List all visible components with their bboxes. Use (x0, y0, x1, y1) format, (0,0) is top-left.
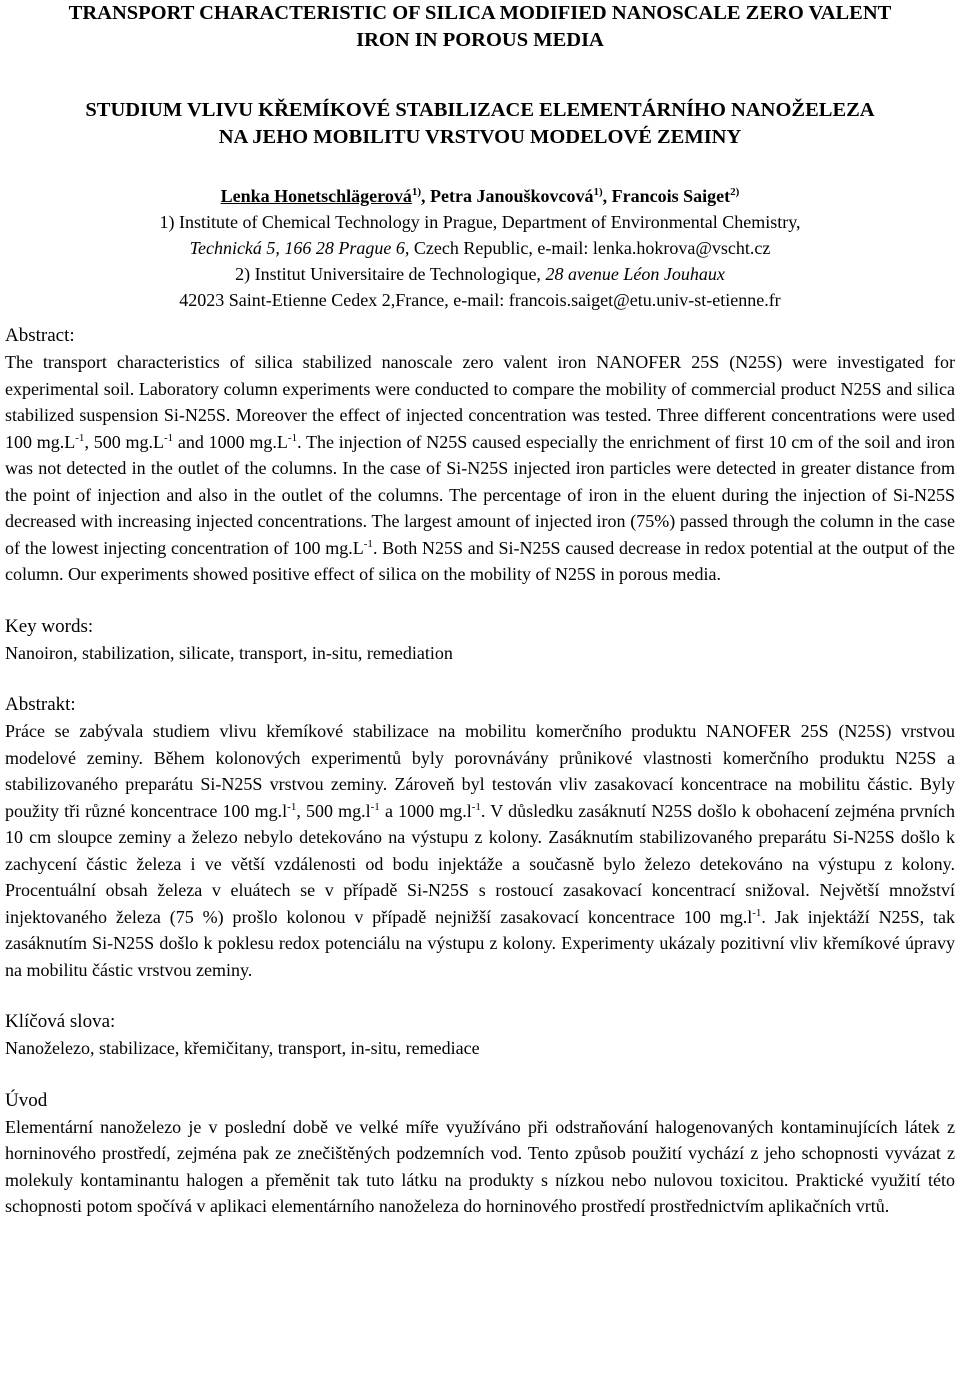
english-title-line-1: TRANSPORT CHARACTERISTIC OF SILICA MODIFIED NANOSCALE ZERO VALENT (68, 2, 892, 24)
superscript: -1 (471, 800, 481, 813)
affiliation-1-line-1: 1) Institute of Chemical Technology in Prague, Department of Environmental Chemistry, (159, 212, 801, 232)
superscript: -1 (363, 537, 373, 550)
affiliation-2 (5, 261, 955, 313)
affiliation-1-line-2 (5, 235, 955, 261)
abstract-text (5, 349, 955, 588)
author-2-affiliation-mark: 1) (593, 186, 603, 198)
abstract-part: , 500 mg.L (84, 431, 164, 452)
klicova-slova-heading: Klíčová slova: (5, 1011, 116, 1032)
affiliation-1-contact: Czech Republic, e-mail: lenka.hokrova@vscht.cz (409, 238, 771, 258)
czech-title-line-1: STUDIUM VLIVU KŘEMÍKOVÉ STABILIZACE ELEMENTÁRNÍHO NANOŽELEZA (85, 99, 875, 121)
affiliation-1 (5, 209, 955, 261)
abstrakt-part: . Jak injektáží N25S, tak zasáknutím Si-N25S došlo k poklesu redox potenciálu na výstupu z kolony. Experimenty ukázaly pozitivní vliv křemíkové úpravy na mobilitu částic vrstvou zeminy. (5, 906, 955, 980)
abstrakt-text (5, 718, 955, 983)
keywords-heading: Key words: (5, 615, 94, 637)
superscript: -1 (287, 800, 297, 813)
abstrakt-heading: Abstrakt: (5, 694, 76, 715)
affiliation-2-line-2: 42023 Saint-Etienne Cedex 2,France, e-mail: francois.saiget@etu.univ-st-etienne.fr (179, 290, 781, 310)
abstrakt-part: a 1000 mg.l (379, 800, 472, 821)
superscript: -1 (287, 431, 298, 444)
abstract-part: . The injection of N25S caused especially the enrichment of first 10 cm of the soil and iron was not detected in the outlet of the columns. In the case of Si-N25S injected iron particles were detected in greater distance from the point of injection and also in the outlet of the columns. The percentage of iron in the eluent during the injection of Si-N25S decreased with increasing injected concentrations. The largest amount of injected iron (75%) passed through the column in the case of the lowest injecting concentration of 100 mg.L (5, 431, 956, 558)
affiliation-2-line-1 (5, 261, 955, 287)
abstract-heading: Abstract: (5, 325, 75, 346)
superscript: -1 (752, 906, 762, 919)
abstract-part: . Both N25S and Si-N25S caused decrease in redox potential at the output of the column. Our experiments showed positive effect of silica on the mobility of N25S in porous media. (5, 537, 956, 584)
english-title (5, 0, 955, 54)
abstrakt-part: , 500 mg.l (296, 800, 371, 821)
abstrakt-part: Práce se zabývala studiem vlivu křemíkové stabilizace na mobilitu komerčního produktu NANOFER 25S (N25S) vrstvou modelové zeminy. Během kolonových experimentů byly porovnávány průnikové vlastnosti komerčního produktu N25S a stabilizovaného preparátu Si-N25S vrstvou zeminy. Zároveň byl testován vliv zasakovací koncentrace na mobilitu částic. Byly použity tři různé koncentrace 100 mg.l (5, 721, 955, 821)
superscript: -1 (370, 800, 380, 813)
klicova-slova-text: Nanoželezo, stabilizace, křemičitany, transport, in-situ, remediace (5, 1038, 480, 1058)
czech-title-line-2: NA JEHO MOBILITU VRSTVOU MODELOVÉ ZEMINY (218, 126, 742, 148)
author-1-affiliation-mark: 1) (411, 186, 421, 198)
superscript: -1 (163, 431, 174, 444)
superscript: -1 (75, 431, 85, 444)
uvod-text: Elementární nanoželezo je v poslední době ve velké míře využíváno při odstraňování halogenovaných kontaminujících látek z horninového prostředí, zejména pak ze znečištěných podzemních vod. Tento způsob použití vychází z jeho schopnosti vyvázat z molekuly kontaminantu halogen a přeměnit tak tuto látku na produkty s nízkou nebo nulovou toxicitou. Praktické využití této schopnosti potom spočívá v aplikaci elementárního nanoželeza do horninového prostředí prostřednictvím aplikačních vrtů. (5, 1116, 955, 1216)
english-title-line-2: IRON IN POROUS MEDIA (356, 29, 604, 51)
affiliation-1-address: Technická 5, 166 28 Prague 6, (189, 238, 410, 258)
keywords-text: Nanoiron, stabilization, silicate, transport, in-situ, remediation (5, 642, 453, 663)
affiliation-2-address: 28 avenue Léon Jouhaux (545, 264, 725, 284)
author-1: Lenka Honetschlägerová (220, 186, 412, 206)
abstract-part: and 1000 mg.L (173, 431, 288, 452)
author-3-affiliation-mark: 2) (730, 186, 740, 198)
czech-title (5, 97, 955, 151)
author-3: , Francois Saiget (602, 186, 731, 206)
abstract-part: The transport characteristics of silica stabilized nanoscale zero valent iron NANOFER 25S (N25S) were investigated for experimental soil. Laboratory column experiments were conducted to compare the mobility of commercial product N25S and silica stabilized suspension Si-N25S. Moreover the effect of injected concentration was tested. Three different concentrations were used 100 mg.L (5, 352, 955, 452)
author-2: , Petra Janouškovcová (421, 186, 594, 206)
affiliation-2-institution: 2) Institut Universitaire de Technologique, (235, 264, 546, 284)
abstrakt-part: . V důsledku zasáknutí N25S došlo k obohacení zejména prvních 10 cm sloupce zeminy a železo nebylo detekováno na výstupu z kolony. Zasáknutím stabilizovaného preparátu Si-N25S došlo k zachycení částic železa i ve větší vzdálenosti od bodu injektáže a současně bylo železo detekováno na výstupu z kolony. Procentuální obsah železa v eluátech se v případě Si-N25S s rostoucí zasakovací koncentrací snižoval. Největší množství injektovaného železa (75 %) prošlo kolonou v případě nejnižší zasakovací koncentrace 100 mg.l (5, 800, 956, 927)
author-list (5, 183, 955, 209)
uvod-heading: Úvod (5, 1089, 48, 1111)
